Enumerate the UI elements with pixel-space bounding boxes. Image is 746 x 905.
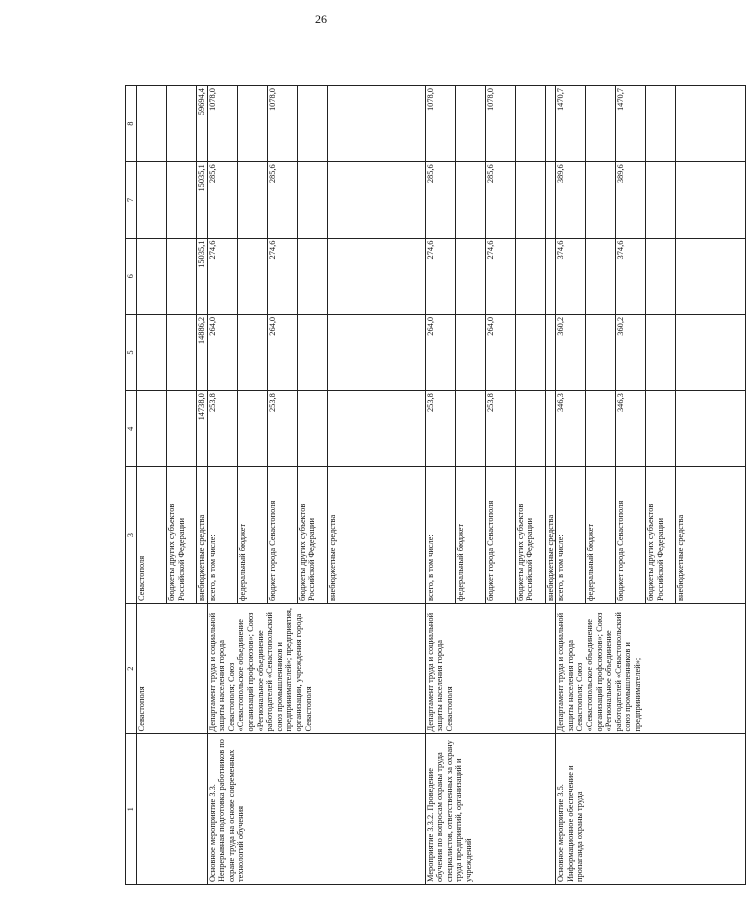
value-cell — [167, 391, 197, 467]
value-cell — [586, 391, 616, 467]
executor-cell: Департамент труда и социальной защиты населения города Севастополя; Союз «Севастопольское объединение организаций профсоюзов»; Союз «Региональное объединение работодателей «Севастопольский союз промышленников и предпринимателей»; — [556, 603, 746, 733]
value-cell — [515, 162, 545, 238]
value-cell — [297, 86, 327, 162]
value-cell — [646, 86, 676, 162]
value-cell — [167, 162, 197, 238]
value-cell — [676, 86, 746, 162]
source-cell: бюджет города Севастополя — [267, 467, 297, 604]
value-cell — [515, 391, 545, 467]
value-cell: 285,6 — [267, 162, 297, 238]
value-cell — [646, 391, 676, 467]
event-cell: Мероприятие 3.3.2. Проведение обучения по вопросам охраны труда специалистов, ответственных за охрану труда предприятий, организаций и учреждений — [425, 734, 556, 885]
value-cell: 346,3 — [616, 391, 646, 467]
value-cell: 285,6 — [207, 162, 237, 238]
value-cell — [237, 238, 267, 314]
source-cell: бюджеты других субъектов Российской Федерации — [297, 467, 327, 604]
header-cell: 6 — [126, 238, 137, 314]
value-cell — [327, 86, 425, 162]
source-cell: внебюджетные средства — [676, 467, 746, 604]
table-row — [556, 86, 586, 885]
value-cell — [455, 162, 485, 238]
value-cell: 253,8 — [207, 391, 237, 467]
header-cell: 8 — [126, 86, 137, 162]
source-cell: бюджеты других субъектов Российской Федерации — [646, 467, 676, 604]
value-cell — [586, 314, 616, 390]
value-cell — [455, 238, 485, 314]
value-cell — [646, 314, 676, 390]
header-cell: 7 — [126, 162, 137, 238]
value-cell — [586, 86, 616, 162]
value-cell: 253,8 — [267, 391, 297, 467]
value-cell: 285,6 — [425, 162, 455, 238]
value-cell — [297, 162, 327, 238]
header-cell: 4 — [126, 391, 137, 467]
value-cell: 389,6 — [616, 162, 646, 238]
source-cell: всего, в том числе: — [425, 467, 455, 604]
value-cell — [646, 162, 676, 238]
value-cell — [515, 86, 545, 162]
source-cell: внебюджетные средства — [545, 467, 556, 604]
value-cell — [545, 162, 556, 238]
value-cell — [676, 238, 746, 314]
source-cell: бюджет города Севастополя — [616, 467, 646, 604]
value-cell: 264,0 — [425, 314, 455, 390]
source-cell: бюджеты других субъектов Российской Федерации — [515, 467, 545, 604]
value-cell — [455, 86, 485, 162]
value-cell — [327, 314, 425, 390]
source-cell: внебюджетные средства — [327, 467, 425, 604]
value-cell: 274,6 — [267, 238, 297, 314]
value-cell: 1470,7 — [616, 86, 646, 162]
value-cell: 264,0 — [207, 314, 237, 390]
page-number: 26 — [315, 12, 327, 26]
value-cell — [237, 162, 267, 238]
value-cell — [167, 314, 197, 390]
value-cell — [586, 238, 616, 314]
value-cell — [327, 391, 425, 467]
budget-table — [125, 85, 746, 885]
value-cell — [237, 314, 267, 390]
value-cell — [237, 86, 267, 162]
value-cell: 346,3 — [556, 391, 586, 467]
table-row — [425, 86, 455, 885]
value-cell — [137, 86, 167, 162]
source-cell: всего, в том числе: — [207, 467, 237, 604]
value-cell: 274,6 — [425, 238, 455, 314]
value-cell: 59694,4 — [197, 86, 208, 162]
value-cell: 253,8 — [425, 391, 455, 467]
event-cell: Основное мероприятие 3.3. Непрерывная подготовка работников по охране труда на основе современных технологий обучения — [207, 734, 425, 885]
header-cell: 1 — [126, 734, 137, 885]
executor-cell: Департамент труда и социальной защиты населения города Севастополя; Союз «Севастопольское объединение организаций профсоюзов»; Союз «Региональное объединение работодателей «Севастопольский союз промышленников и предпринимателей»; предприятия, организации, учреждения города Севастополя — [207, 603, 425, 733]
value-cell: 389,6 — [556, 162, 586, 238]
header-row — [126, 86, 137, 885]
source-cell: федеральный бюджет — [586, 467, 616, 604]
value-cell — [545, 391, 556, 467]
value-cell: 14886,2 — [197, 314, 208, 390]
value-cell — [297, 314, 327, 390]
value-cell — [327, 238, 425, 314]
source-cell: федеральный бюджет — [455, 467, 485, 604]
value-cell: 285,6 — [485, 162, 515, 238]
value-cell: 374,6 — [556, 238, 586, 314]
source-cell: бюджет города Севастополя — [485, 467, 515, 604]
value-cell — [327, 162, 425, 238]
value-cell — [137, 162, 167, 238]
value-cell: 14738,0 — [197, 391, 208, 467]
table-row — [207, 86, 237, 885]
value-cell — [167, 86, 197, 162]
value-cell — [237, 391, 267, 467]
value-cell — [545, 86, 556, 162]
value-cell — [455, 391, 485, 467]
value-cell: 360,2 — [556, 314, 586, 390]
value-cell: 1078,0 — [485, 86, 515, 162]
value-cell: 360,2 — [616, 314, 646, 390]
source-cell: федеральный бюджет — [237, 467, 267, 604]
value-cell: 1470,7 — [556, 86, 586, 162]
value-cell — [515, 314, 545, 390]
value-cell: 15035,1 — [197, 162, 208, 238]
source-cell: Севастополя — [137, 467, 167, 604]
source-cell: всего, в том числе: — [556, 467, 586, 604]
value-cell — [676, 162, 746, 238]
value-cell — [676, 314, 746, 390]
value-cell: 274,6 — [207, 238, 237, 314]
value-cell — [455, 314, 485, 390]
value-cell: 264,0 — [485, 314, 515, 390]
header-cell: 3 — [126, 467, 137, 604]
value-cell: 374,6 — [616, 238, 646, 314]
value-cell: 253,8 — [485, 391, 515, 467]
value-cell — [676, 391, 746, 467]
value-cell: 264,0 — [267, 314, 297, 390]
source-cell: внебюджетные средства — [197, 467, 208, 604]
value-cell: 15035,1 — [197, 238, 208, 314]
value-cell — [137, 238, 167, 314]
value-cell — [515, 238, 545, 314]
value-cell — [545, 314, 556, 390]
table-row — [137, 86, 167, 885]
header-cell: 5 — [126, 314, 137, 390]
value-cell — [137, 391, 167, 467]
executor-cell: Севастополя — [137, 603, 208, 733]
event-cell: Основное мероприятие 3.5. Информационное обеспечение и пропаганда охраны труда — [556, 734, 746, 885]
value-cell: 1078,0 — [425, 86, 455, 162]
executor-cell: Департамент труда и социальной защиты населения города Севастополя — [425, 603, 556, 733]
source-cell: бюджеты других субъектов Российской Федерации — [167, 467, 197, 604]
value-cell — [646, 238, 676, 314]
value-cell: 1078,0 — [207, 86, 237, 162]
header-cell: 2 — [126, 603, 137, 733]
value-cell — [297, 238, 327, 314]
rotated-table-container — [125, 85, 686, 885]
value-cell — [167, 238, 197, 314]
value-cell: 274,6 — [485, 238, 515, 314]
value-cell — [137, 314, 167, 390]
value-cell: 1078,0 — [267, 86, 297, 162]
value-cell — [586, 162, 616, 238]
value-cell — [545, 238, 556, 314]
value-cell — [297, 391, 327, 467]
event-cell — [137, 734, 208, 885]
